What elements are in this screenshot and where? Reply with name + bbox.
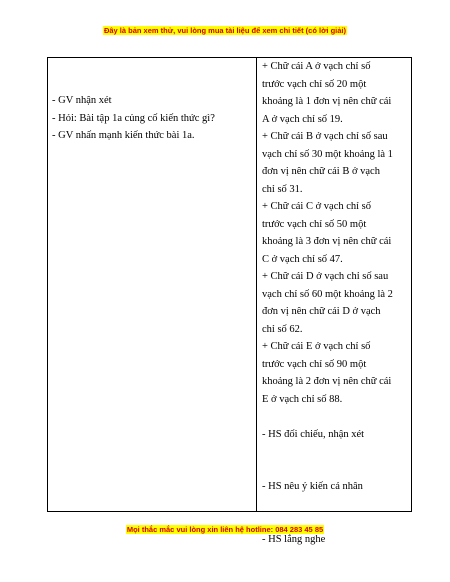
student-activity-line: trước vạch chỉ số 90 một [262, 358, 367, 370]
student-activity-line: A ở vạch chỉ số 19. [262, 113, 343, 125]
student-activity-line: vạch chỉ số 60 một khoảng là 2 [262, 288, 393, 300]
spacer [262, 408, 406, 426]
teacher-activity-line: - GV nhận xét [52, 95, 112, 106]
student-activity-line: - HS lắng nghe [262, 533, 326, 545]
student-activity-line: đơn vị nên chữ cái D ở vạch [262, 306, 381, 317]
student-activity-line: + Chữ cái E ở vạch chỉ số [262, 341, 371, 352]
student-activity-line: + Chữ cái C ở vạch chỉ số [262, 201, 372, 212]
student-activity-line: - HS đối chiếu, nhận xét [262, 428, 365, 440]
teacher-activity-line: - Hỏi: Bài tập 1a củng cố kiến thức gì? [52, 112, 215, 124]
spacer [262, 461, 406, 479]
spacer [262, 496, 406, 514]
footer-banner: Mọi thắc mắc vui lòng xin liên hệ hotline: 084 283 45 85 [126, 525, 324, 534]
student-activity-line: + Chữ cái A ở vạch chỉ số [262, 61, 371, 72]
teacher-activities-column [52, 92, 252, 145]
student-activity-line: chỉ số 31. [262, 183, 303, 195]
student-activity-line: trước vạch chỉ số 20 một [262, 78, 367, 90]
header-banner: Đây là bản xem thử, vui lòng mua tài liệu để xem chi tiết (có lời giải) [103, 26, 347, 35]
student-activity-line: - HS nêu ý kiến cá nhân [262, 481, 363, 492]
student-activity-line: vạch chỉ số 30 một khoảng là 1 [262, 148, 393, 160]
student-activity-line: trước vạch chỉ số 50 một [262, 218, 367, 230]
student-activity-line: C ở vạch chỉ số 47. [262, 253, 343, 265]
student-activity-line: E ở vạch chỉ số 88. [262, 393, 343, 405]
student-activity-line: + Chữ cái D ở vạch chỉ số sau [262, 271, 389, 282]
student-activity-line: khoảng là 1 đơn vị nên chữ cái [262, 96, 392, 107]
teacher-activity-line: - GV nhấn mạnh kiến thức bài 1a. [52, 130, 195, 141]
spacer [262, 443, 406, 461]
student-activity-line: + Chữ cái B ở vạch chỉ số sau [262, 131, 388, 142]
student-activity-line: chỉ số 62. [262, 323, 303, 335]
student-activity-line: khoảng là 2 đơn vị nên chữ cái [262, 376, 392, 387]
student-activities-column [262, 58, 406, 548]
column-divider [256, 58, 257, 511]
student-activity-line: đơn vị nên chữ cái B ở vạch [262, 166, 380, 177]
student-activity-line: khoảng là 3 đơn vị nên chữ cái [262, 236, 392, 247]
